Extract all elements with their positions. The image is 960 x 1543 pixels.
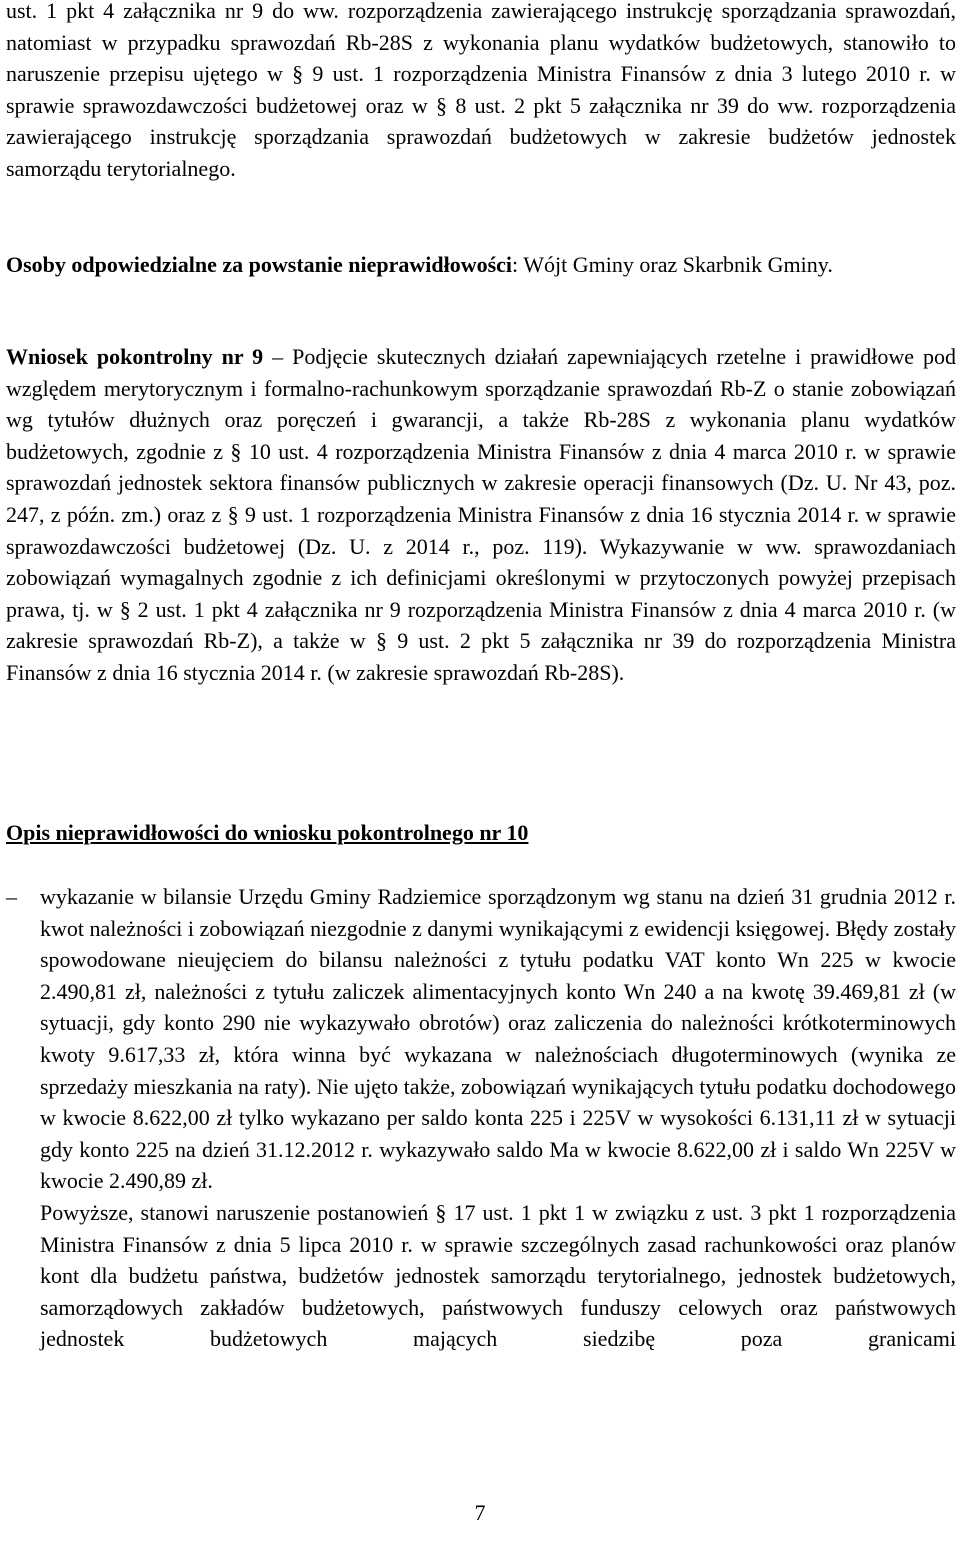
section-heading: Opis nieprawidłowości do wniosku pokontrolnego nr 10	[6, 820, 529, 845]
recommendation-paragraph	[6, 341, 956, 689]
recommendation-text: – Podjęcie skutecznych działań zapewniających rzetelne i prawidłowe pod względem merytorycznym i formalno-rachunkowym sporządzanie sprawozdań Rb-Z o stanie zobowiązań wg tytułów dłużnych oraz poręczeń i gwarancji, a także Rb-28S z wykonania planu wydatków budżetowych, zgodnie z § 10 ust. 4 rozporządzenia Ministra Finansów z dnia 4 marca 2010 r. w sprawie sprawozdań jednostek sektora finansów publicznych w zakresie operacji finansowych (Dz. U. Nr 43, poz. 247, z późn. zm.) oraz z § 9 ust. 1 rozporządzenia Ministra Finansów z dnia 16 stycznia 2014 r. w sprawie sprawozdawczości budżetowej (Dz. U. z 2014 r., poz. 119). Wykazywanie w ww. sprawozdaniach zobowiązań wymagalnych zgodnie z ich definicjami określonymi w przytoczonych powyżej przepisach prawa, tj. w § 2 ust. 1 pkt 4 załącznika nr 9 rozporządzenia Ministra Finansów z dnia 4 marca 2010 r. (w zakresie sprawozdań Rb-Z), a także w § 9 ust. 2 pkt 5 załącznika nr 39 do rozporządzenia Ministra Finansów z dnia 16 stycznia 2014 r. (w zakresie sprawozdań Rb-28S).	[6, 344, 956, 685]
responsible-persons-paragraph	[6, 249, 956, 281]
page-number: 7	[474, 1500, 486, 1525]
dash-bullet-icon: –	[6, 884, 17, 909]
recommendation-label: Wniosek pokontrolny nr 9	[6, 344, 264, 369]
responsible-persons-label: Osoby odpowiedzialne za powstanie nieprawidłowości	[6, 252, 513, 277]
intro-paragraph: ust. 1 pkt 4 załącznika nr 9 do ww. rozporządzenia zawierającego instrukcję sporządzania sprawozdań, natomiast w przypadku sprawozdań Rb-28S z wykonania planu wydatków budżetowych, stanowiło to naruszenie przepisu ujętego w § 9 ust. 1 rozporządzenia Ministra Finansów z dnia 3 lutego 2010 r. w sprawie sprawozdawczości budżetowej oraz w § 8 ust. 2 pkt 5 załącznika nr 39 do ww. rozporządzenia zawierającego instrukcję sporządzania sprawozdań budżetowych w zakresie budżetów jednostek samorządu terytorialnego.	[6, 0, 956, 181]
list-item	[6, 881, 956, 1355]
list-item-paragraph: wykazanie w bilansie Urzędu Gminy Radziemice sporządzonym wg stanu na dzień 31 grudnia 2012 r. kwot należności i zobowiązań niezgodnie z danymi wynikającymi z ewidencji księgowej. Błędy zostały spowodowane nieujęciem do bilansu należności z tytułu podatku VAT konto Wn 225 w kwocie 2.490,81 zł, należności z tytułu zaliczek alimentacyjnych konto Wn 240 a na kwotę 39.469,81 zł (w sytuacji, gdy konto 290 nie wykazywało obrotów) oraz zaliczenia do należności krótkoterminowych kwoty 9.617,33 zł, która winna być wykazana w należnościach długoterminowych (wynika ze sprzedaży mieszkania na raty). Nie ujęto także, zobowiązań wynikających tytułu podatku dochodowego w kwocie 8.622,00 zł tylko wykazano per saldo konta 225 i 225V w wysokości 6.131,11 zł w sytuacji gdy konto 225 na dzień 31.12.2012 r. wykazywało saldo Ma w kwocie 8.622,00 zł i saldo Wn 225V w kwocie 2.490,89 zł.	[40, 884, 956, 1194]
responsible-persons-text: : Wójt Gminy oraz Skarbnik Gminy.	[512, 252, 833, 277]
irregularity-list	[6, 881, 956, 1355]
list-item-legal-basis: Powyższe, stanowi naruszenie postanowień § 17 ust. 1 pkt 1 w związku z ust. 3 pkt 1 rozporządzenia Ministra Finansów z dnia 5 lipca 2010 r. w sprawie szczególnych zasad rachunkowości oraz planów kont dla budżetu państwa, budżetów jednostek samorządu terytorialnego, jednostek budżetowych, samorządowych zakładów budżetowych, państwowych funduszy celowych oraz państwowych jednostek budżetowych mających siedzibę poza granicami	[40, 1199, 956, 1352]
